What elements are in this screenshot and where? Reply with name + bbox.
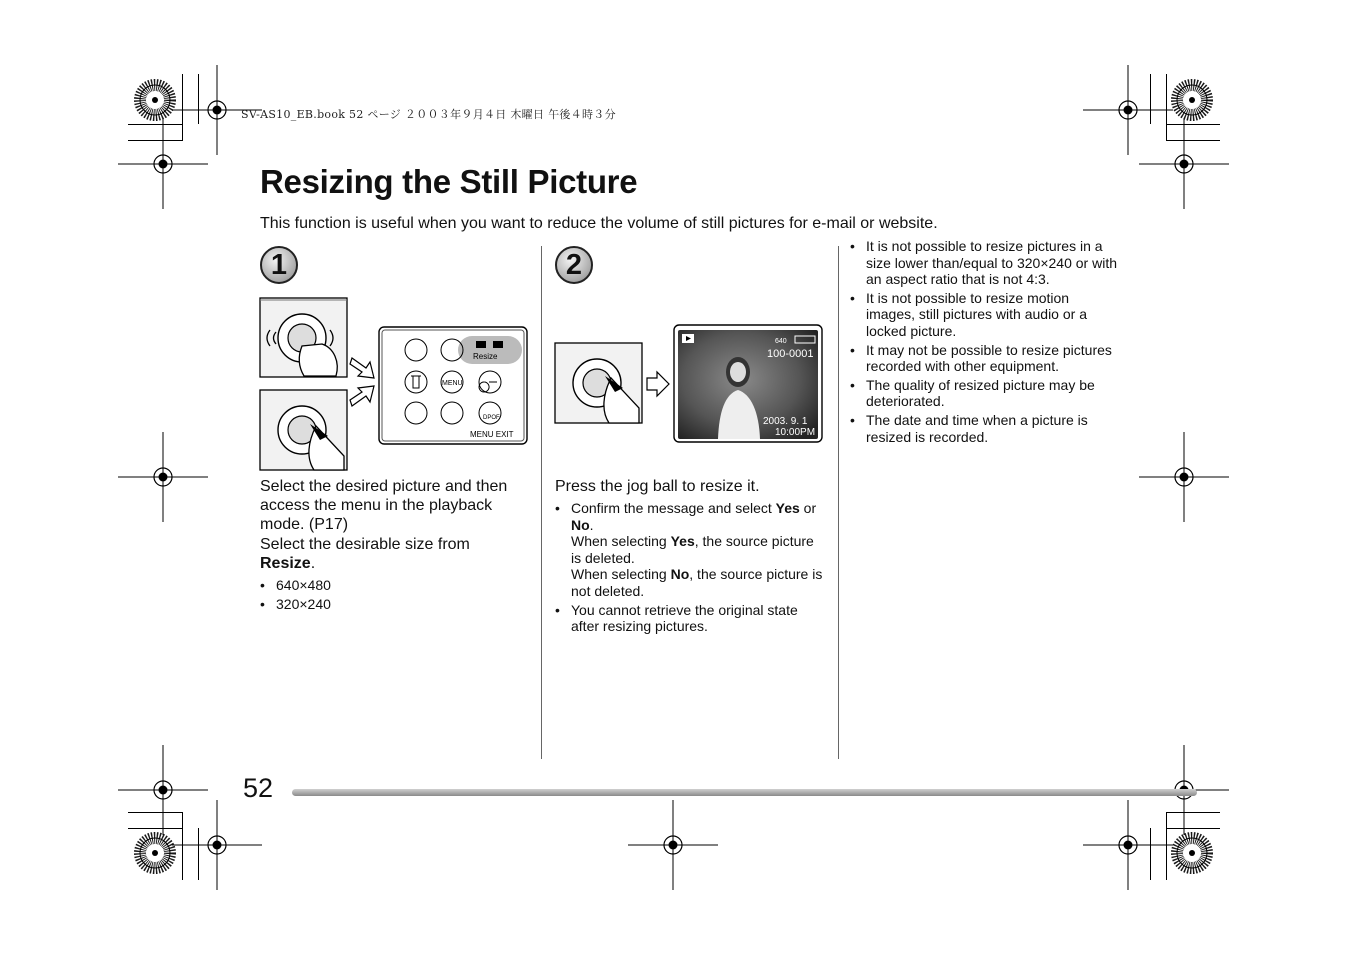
size-option: • 320×240 [260, 596, 530, 613]
file-info-header: SV-AS10_EB.book 52 ページ ２００３年９月４日 木曜日 午後４時３分 [241, 108, 616, 121]
step-2-notes [555, 500, 825, 635]
list-item: • The quality of resized picture may be deteriorated. [850, 377, 1120, 410]
dpof-icon-label: DPOF [483, 415, 500, 421]
menu-exit-label: MENU EXIT [470, 430, 514, 439]
step-2-badge: 2 [555, 246, 593, 284]
file-number-readout: 100-0001 [767, 348, 814, 360]
list-item: • The date and time when a picture is resized is recorded. [850, 412, 1120, 445]
size-option: • 640×480 [260, 577, 530, 594]
step-1-illustration [258, 296, 533, 474]
page-footer-bar [292, 789, 1197, 796]
step-2-illustration [553, 322, 827, 446]
notes-list [850, 238, 1120, 445]
step-1-para-2: Select the desirable size from Resize. [260, 536, 470, 572]
resolution-readout: 640 [775, 338, 787, 345]
step-1-text [260, 477, 530, 614]
step-1-para-1: Select the desired picture and then access the menu in the playback mode. (P17) [260, 478, 508, 533]
list-item: • Confirm the message and select Yes or No. When selecting Yes, the source picture is deleted. When selecting No, the source picture is not deleted. [555, 500, 825, 600]
list-item: • It is not possible to resize motion images, still pictures with audio or a locked picture. [850, 290, 1120, 340]
menu-icon-label: MENU [442, 380, 463, 387]
resize-size-list [260, 577, 530, 612]
step-2-text [555, 477, 825, 637]
page-title: Resizing the Still Picture [260, 163, 638, 200]
list-item: • You cannot retrieve the original state after resizing pictures. [555, 602, 825, 635]
intro-text: This function is useful when you want to reduce the volume of still pictures for e-mail or website. [260, 215, 938, 232]
step-1-badge: 1 [260, 246, 298, 284]
column-divider-1 [541, 246, 542, 759]
date-readout: 2003. 9. 1 [763, 416, 808, 427]
page-number: 52 [243, 773, 274, 803]
resize-highlight-label: Resize [473, 352, 498, 361]
notes-column [850, 234, 1120, 447]
list-item: • It is not possible to resize pictures in a size lower than/equal to 320×240 or with an aspect ratio that is not 4:3. [850, 238, 1120, 288]
list-item: • It may not be possible to resize pictures recorded with other equipment. [850, 342, 1120, 375]
column-divider-2 [838, 246, 839, 759]
step-2-lead: Press the jog ball to resize it. [555, 478, 760, 495]
time-readout: 10:00PM [775, 427, 816, 438]
